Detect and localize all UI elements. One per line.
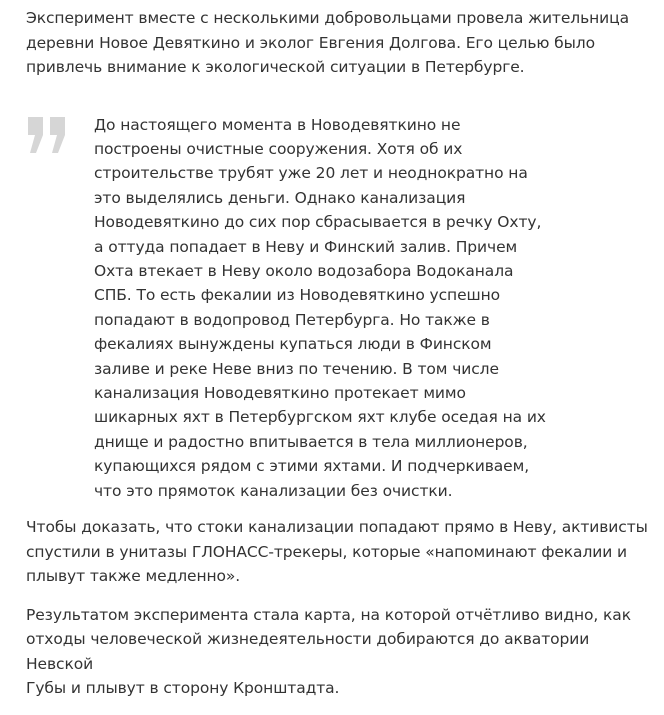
paragraph-trackers: Чтобы доказать, что стоки канализации попадают прямо в Неву, активисты спустили в унитазы ГЛОНАСС-трекеры, которые «напоминают фекалии и плывут также медленно». <box>26 518 648 585</box>
quote-text: До настоящего момента в Новодевяткино не построены очистные сооружения. Хотя об их строительстве трубят уже 20 лет и неоднократно на это выделялись деньги. Однако канализация Новодевяткино до сих пор сбрасывается в речку Охту, а оттуда попадает в Неву и Финский залив. Причем Охта втекает в Неву около водозабора Водоканала СПБ. То есть фекалии из Новодевяткино успешно попадают в водопровод Петербурга. Но также в фекалиях вынуждены купаться люди в Финском заливе и реке Неве вниз по течению. В том числе канализация Новодевяткино протекает мимо шикарных яхт в Петербургском яхт клубе оседая на их днище и радостно впитывается в тела миллионеров, купающихся рядом с этими яхтами. И подчеркиваем, что это прямоток канализации без очистки. <box>94 115 546 500</box>
quote-open-icon <box>26 113 70 157</box>
blockquote <box>26 113 656 504</box>
intro-paragraph: Эксперимент вместе с несколькими добровольцами провела жительница деревни Новое Девяткино и эколог Евгения Долгова. Его целью было привлечь внимание к экологической ситуации в Петербурге. <box>26 9 629 76</box>
article-body <box>26 6 656 701</box>
paragraph-map-result: Результатом эксперимента стала карта, на которой отчётливо видно, как отходы человеческой жизнедеятельности добираются до акватории Невской Губы и плывут в сторону Кронштадта. <box>26 605 631 697</box>
